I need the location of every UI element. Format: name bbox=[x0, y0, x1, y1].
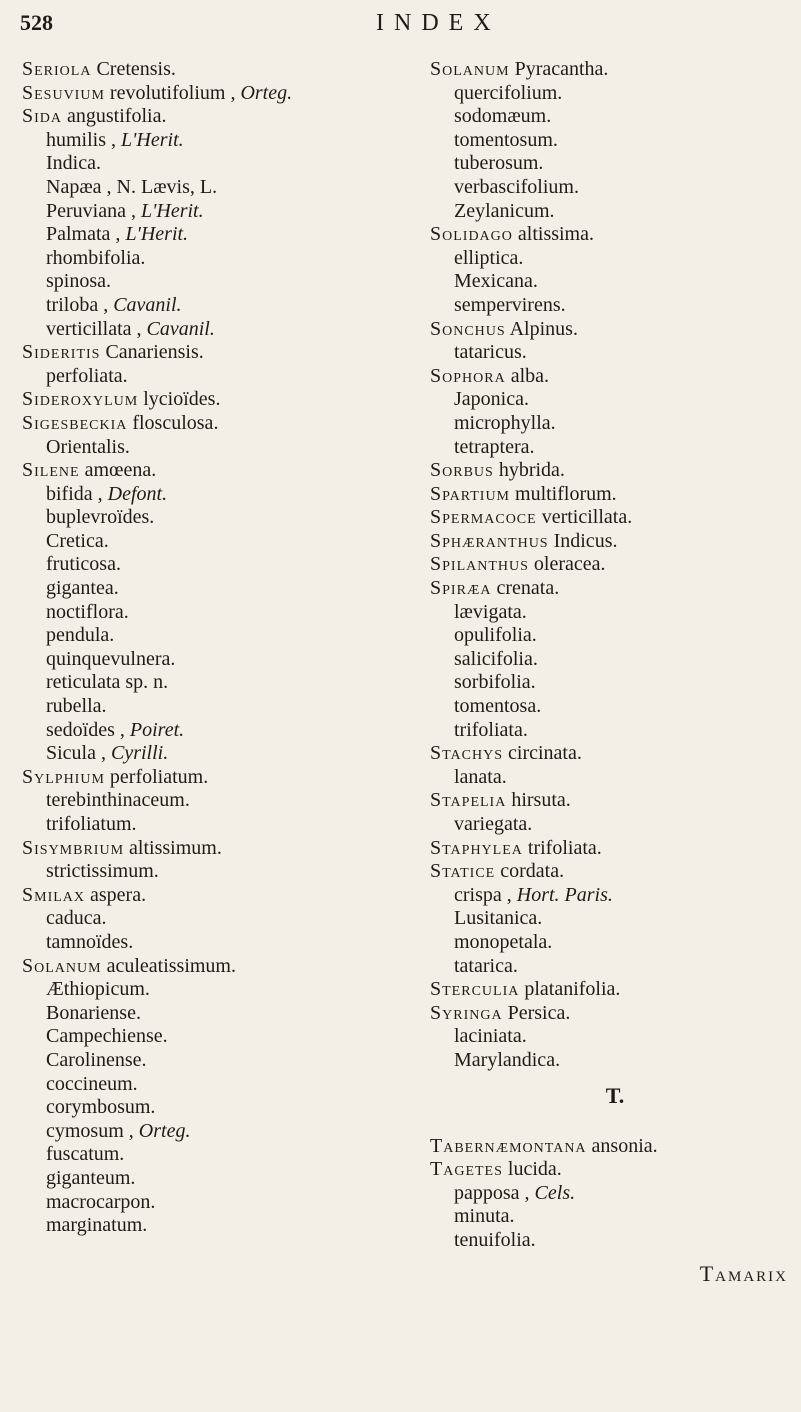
species-entry bbox=[430, 671, 800, 695]
species-name: sempervirens. bbox=[454, 293, 566, 316]
species-entry bbox=[430, 105, 800, 129]
author-name: Defont. bbox=[107, 482, 168, 505]
species-entry bbox=[430, 766, 800, 790]
species-entry bbox=[22, 365, 422, 389]
species-name: perfoliatum. bbox=[109, 765, 209, 788]
species-entry bbox=[22, 152, 422, 176]
species-name: tetraptera. bbox=[454, 435, 535, 458]
species-name: minuta. bbox=[454, 1205, 515, 1228]
species-entry bbox=[430, 388, 800, 412]
species-name: terebinthinaceum. bbox=[46, 789, 190, 812]
species-name: reticulata sp. n. bbox=[46, 671, 169, 694]
species-entry bbox=[22, 577, 422, 601]
species-name: flosculosa. bbox=[132, 411, 219, 434]
genus-name: Smilax bbox=[22, 883, 86, 906]
species-name: tatarica. bbox=[454, 954, 518, 977]
genus-entry bbox=[430, 553, 800, 577]
species-entry bbox=[22, 318, 422, 342]
genus-name: Sisymbrium bbox=[22, 836, 125, 859]
species-name: angustifolia. bbox=[67, 105, 167, 128]
species-entry bbox=[22, 648, 422, 672]
species-name: hirsuta. bbox=[511, 789, 571, 812]
genus-name: Stapelia bbox=[430, 789, 507, 812]
species-entry bbox=[22, 247, 422, 271]
genus-name: Sylphium bbox=[22, 765, 105, 788]
species-entry bbox=[22, 860, 422, 884]
species-name: Campechiense. bbox=[46, 1025, 168, 1048]
genus-entry bbox=[430, 1002, 800, 1026]
species-name: trifoliatum. bbox=[46, 813, 137, 835]
species-name: tamnoïdes. bbox=[46, 930, 134, 953]
author-name: Orteg. bbox=[138, 1119, 191, 1142]
species-entry bbox=[22, 223, 422, 247]
species-entry bbox=[430, 247, 800, 271]
species-name: revolutifolium , bbox=[109, 81, 236, 104]
species-name: caduca. bbox=[46, 907, 107, 930]
species-entry bbox=[22, 1191, 422, 1215]
species-entry bbox=[430, 270, 800, 294]
species-name: perfoliata. bbox=[46, 364, 128, 387]
species-entry bbox=[430, 1229, 800, 1253]
species-name: aspera. bbox=[90, 883, 147, 906]
species-entry bbox=[430, 152, 800, 176]
genus-name: Spermacoce bbox=[430, 506, 537, 529]
genus-name: Solanum bbox=[430, 58, 510, 80]
species-entry bbox=[430, 884, 800, 908]
genus-entry bbox=[430, 860, 800, 884]
species-entry bbox=[22, 483, 422, 507]
genus-entry bbox=[22, 459, 422, 483]
genus-entry bbox=[22, 58, 422, 82]
species-name: spinosa. bbox=[46, 270, 111, 293]
species-entry bbox=[430, 294, 800, 318]
author-name: L'Herit. bbox=[140, 199, 204, 222]
running-head: INDEX bbox=[376, 10, 501, 36]
page-number: 528 bbox=[20, 10, 53, 35]
species-entry bbox=[22, 719, 422, 743]
species-name: hybrida. bbox=[498, 459, 565, 482]
genus-entry bbox=[430, 58, 800, 82]
genus-entry bbox=[22, 766, 422, 790]
genus-name: Sesuvium bbox=[22, 81, 105, 104]
species-name: buplevroïdes. bbox=[46, 506, 155, 529]
genus-name: Sigesbeckia bbox=[22, 411, 128, 434]
genus-name: Sterculia bbox=[430, 978, 520, 1001]
species-entry bbox=[22, 1002, 422, 1026]
species-name: tenuifolia. bbox=[454, 1228, 536, 1251]
species-name: salicifolia. bbox=[454, 647, 538, 670]
species-entry bbox=[22, 1073, 422, 1097]
species-entry bbox=[430, 200, 800, 224]
author-name: Orteg. bbox=[240, 81, 293, 104]
genus-entry bbox=[430, 1158, 800, 1182]
genus-name: Solanum bbox=[22, 954, 102, 977]
genus-name: Spiræa bbox=[430, 577, 492, 600]
genus-name: Sophora bbox=[430, 364, 506, 387]
species-entry bbox=[22, 1143, 422, 1167]
species-name: lycioïdes. bbox=[143, 388, 221, 411]
species-name: lucida. bbox=[507, 1158, 562, 1181]
species-entry bbox=[22, 176, 422, 200]
genus-entry bbox=[430, 506, 800, 530]
species-entry bbox=[22, 907, 422, 931]
genus-name: Sonchus bbox=[430, 317, 506, 340]
author-name: Hort. Paris. bbox=[516, 883, 613, 906]
species-entry bbox=[430, 624, 800, 648]
genus-name: Silene bbox=[22, 459, 80, 482]
genus-entry bbox=[22, 341, 422, 365]
species-entry bbox=[22, 1167, 422, 1191]
genus-entry bbox=[430, 483, 800, 507]
genus-entry bbox=[430, 1135, 800, 1159]
author-name: Poiret. bbox=[129, 718, 185, 741]
species-name: marginatum. bbox=[46, 1214, 148, 1237]
species-entry bbox=[430, 601, 800, 625]
genus-name: Sorbus bbox=[430, 459, 494, 482]
species-entry bbox=[22, 1049, 422, 1073]
species-entry bbox=[430, 129, 800, 153]
species-entry bbox=[430, 176, 800, 200]
species-entry bbox=[22, 129, 422, 153]
genus-name: Staphylea bbox=[430, 836, 523, 859]
species-name: altissima. bbox=[517, 223, 594, 246]
genus-entry bbox=[430, 978, 800, 1002]
species-entry bbox=[430, 931, 800, 955]
genus-name: Stachys bbox=[430, 742, 504, 765]
species-name: crenata. bbox=[496, 577, 560, 600]
species-name: sodomæum. bbox=[454, 105, 552, 128]
species-name: cymosum , bbox=[46, 1119, 134, 1142]
species-entry bbox=[430, 719, 800, 743]
section-t-entries bbox=[430, 1135, 800, 1253]
genus-name: Sida bbox=[22, 105, 63, 128]
genus-entry bbox=[22, 388, 422, 412]
species-name: coccineum. bbox=[46, 1072, 138, 1095]
species-entry bbox=[430, 813, 800, 837]
species-name: microphylla. bbox=[454, 411, 556, 434]
species-name: tataricus. bbox=[454, 341, 527, 364]
species-name: Cretensis. bbox=[96, 58, 176, 80]
species-name: tuberosum. bbox=[454, 152, 544, 175]
genus-entry bbox=[22, 837, 422, 861]
species-entry bbox=[22, 1096, 422, 1120]
species-name: corymbosum. bbox=[46, 1096, 156, 1119]
genus-entry bbox=[430, 742, 800, 766]
species-name: quercifolium. bbox=[454, 81, 563, 104]
genus-name: Seriola bbox=[22, 58, 92, 80]
species-name: lanata. bbox=[454, 765, 507, 788]
species-entry bbox=[430, 341, 800, 365]
species-name: quinquevulnera. bbox=[46, 647, 176, 670]
species-name: sorbifolia. bbox=[454, 671, 536, 694]
species-name: rubella. bbox=[46, 695, 107, 718]
species-name: opulifolia. bbox=[454, 624, 537, 647]
species-entry bbox=[22, 742, 422, 766]
catchword: Tamarix bbox=[699, 1260, 788, 1286]
species-name: strictissimum. bbox=[46, 860, 159, 883]
species-name: Napæa , N. Lævis, L. bbox=[46, 175, 218, 198]
genus-entry bbox=[430, 530, 800, 554]
species-name: monopetala. bbox=[454, 930, 553, 953]
species-name: rhombifolia. bbox=[46, 246, 146, 269]
genus-entry bbox=[22, 105, 422, 129]
species-name: verticillata , bbox=[46, 317, 142, 340]
genus-entry bbox=[22, 955, 422, 979]
species-entry bbox=[430, 436, 800, 460]
species-name: Lusitanica. bbox=[454, 907, 543, 930]
genus-entry bbox=[430, 789, 800, 813]
species-name: variegata. bbox=[454, 813, 533, 835]
author-name: Cels. bbox=[534, 1181, 576, 1204]
author-name: Cavanil. bbox=[113, 293, 182, 316]
species-name: fuscatum. bbox=[46, 1143, 125, 1166]
species-name: noctiflora. bbox=[46, 600, 129, 623]
species-entry bbox=[22, 789, 422, 813]
species-name: pendula. bbox=[46, 624, 115, 647]
species-entry bbox=[430, 695, 800, 719]
species-entry bbox=[430, 648, 800, 672]
species-name: Peruviana , bbox=[46, 199, 136, 222]
species-name: trifoliata. bbox=[527, 836, 602, 859]
species-entry bbox=[430, 412, 800, 436]
species-name: lævigata. bbox=[454, 600, 527, 623]
species-name: verticillata. bbox=[541, 506, 633, 529]
genus-entry bbox=[22, 884, 422, 908]
genus-name: Sideritis bbox=[22, 341, 101, 364]
species-entry bbox=[22, 671, 422, 695]
species-name: elliptica. bbox=[454, 246, 524, 269]
species-name: alba. bbox=[510, 364, 550, 387]
genus-entry bbox=[22, 412, 422, 436]
species-entry bbox=[22, 530, 422, 554]
species-name: cordata. bbox=[500, 860, 565, 883]
species-name: papposa , bbox=[454, 1181, 530, 1204]
genus-entry bbox=[22, 82, 422, 106]
species-name: humilis , bbox=[46, 128, 117, 151]
species-name: altissimum. bbox=[129, 836, 222, 859]
species-entry bbox=[22, 200, 422, 224]
species-name: Persica. bbox=[507, 1001, 571, 1024]
species-name: Canariensis. bbox=[105, 341, 204, 364]
genus-name: Spartium bbox=[430, 482, 511, 505]
species-name: Japonica. bbox=[454, 388, 529, 411]
species-name: fruticosa. bbox=[46, 553, 121, 576]
species-entry bbox=[22, 1120, 422, 1144]
species-name: Indica. bbox=[46, 152, 101, 175]
genus-entry bbox=[430, 577, 800, 601]
genus-name: Sphæranthus bbox=[430, 529, 549, 552]
species-name: Bonariense. bbox=[46, 1001, 141, 1024]
species-name: Indicus. bbox=[553, 529, 618, 552]
species-entry bbox=[22, 553, 422, 577]
species-entry bbox=[22, 978, 422, 1002]
species-name: platanifolia. bbox=[524, 978, 621, 1001]
genus-name: Tabernæmontana bbox=[430, 1134, 587, 1157]
species-name: ansonia. bbox=[591, 1134, 658, 1157]
species-entry bbox=[22, 601, 422, 625]
species-name: Palmata , bbox=[46, 223, 121, 246]
species-name: sedoïdes , bbox=[46, 718, 125, 741]
right-column-entries bbox=[430, 58, 800, 1073]
species-name: Æthiopicum. bbox=[46, 978, 150, 1001]
species-name: laciniata. bbox=[454, 1025, 527, 1048]
species-name: gigantea. bbox=[46, 577, 119, 600]
genus-name: Spilanthus bbox=[430, 553, 529, 576]
species-name: circinata. bbox=[508, 742, 582, 765]
genus-entry bbox=[430, 318, 800, 342]
species-name: Cretica. bbox=[46, 529, 109, 552]
species-entry bbox=[430, 907, 800, 931]
author-name: Cavanil. bbox=[146, 317, 215, 340]
species-name: Marylandica. bbox=[454, 1048, 561, 1071]
genus-name: Sideroxylum bbox=[22, 388, 139, 411]
species-name: tomentosa. bbox=[454, 695, 542, 718]
species-name: Sicula , bbox=[46, 742, 106, 765]
section-letter: T. bbox=[605, 1082, 625, 1108]
species-name: amœena. bbox=[84, 459, 157, 482]
species-entry bbox=[22, 270, 422, 294]
author-name: L'Herit. bbox=[125, 223, 189, 246]
genus-entry bbox=[430, 223, 800, 247]
right-column bbox=[430, 58, 800, 1287]
species-name: Carolinense. bbox=[46, 1048, 147, 1071]
species-entry bbox=[22, 1214, 422, 1238]
genus-name: Syringa bbox=[430, 1001, 503, 1024]
genus-name: Solidago bbox=[430, 223, 513, 246]
species-entry bbox=[430, 955, 800, 979]
species-entry bbox=[430, 1025, 800, 1049]
species-name: crispa , bbox=[454, 883, 512, 906]
species-entry bbox=[430, 82, 800, 106]
species-entry bbox=[22, 695, 422, 719]
species-name: verbascifolium. bbox=[454, 175, 579, 198]
genus-name: Tagetes bbox=[430, 1158, 503, 1181]
species-name: Mexicana. bbox=[454, 270, 538, 293]
species-name: oleracea. bbox=[533, 553, 606, 576]
genus-entry bbox=[430, 365, 800, 389]
author-name: L'Herit. bbox=[121, 128, 184, 151]
left-column bbox=[22, 58, 422, 1238]
species-name: Alpinus. bbox=[509, 317, 578, 340]
author-name: Cyrilli. bbox=[111, 742, 169, 765]
species-entry bbox=[22, 931, 422, 955]
species-entry bbox=[22, 624, 422, 648]
species-entry bbox=[430, 1205, 800, 1229]
species-name: multiflorum. bbox=[515, 482, 617, 505]
species-name: aculeatissimum. bbox=[106, 954, 236, 977]
species-name: Pyracantha. bbox=[514, 58, 609, 80]
genus-entry bbox=[430, 837, 800, 861]
species-entry bbox=[430, 1049, 800, 1073]
species-entry bbox=[22, 294, 422, 318]
genus-name: Statice bbox=[430, 860, 496, 883]
species-entry bbox=[22, 1025, 422, 1049]
species-entry bbox=[430, 1182, 800, 1206]
species-name: Zeylanicum. bbox=[454, 199, 555, 222]
species-entry bbox=[22, 506, 422, 530]
species-entry bbox=[22, 813, 422, 837]
species-entry bbox=[22, 436, 422, 460]
species-name: trifoliata. bbox=[454, 718, 528, 741]
species-name: giganteum. bbox=[46, 1166, 136, 1189]
species-name: tomentosum. bbox=[454, 128, 558, 151]
species-name: macrocarpon. bbox=[46, 1190, 156, 1213]
species-name: Orientalis. bbox=[46, 435, 130, 458]
species-name: bifida , bbox=[46, 482, 103, 505]
species-name: triloba , bbox=[46, 293, 109, 316]
genus-entry bbox=[430, 459, 800, 483]
